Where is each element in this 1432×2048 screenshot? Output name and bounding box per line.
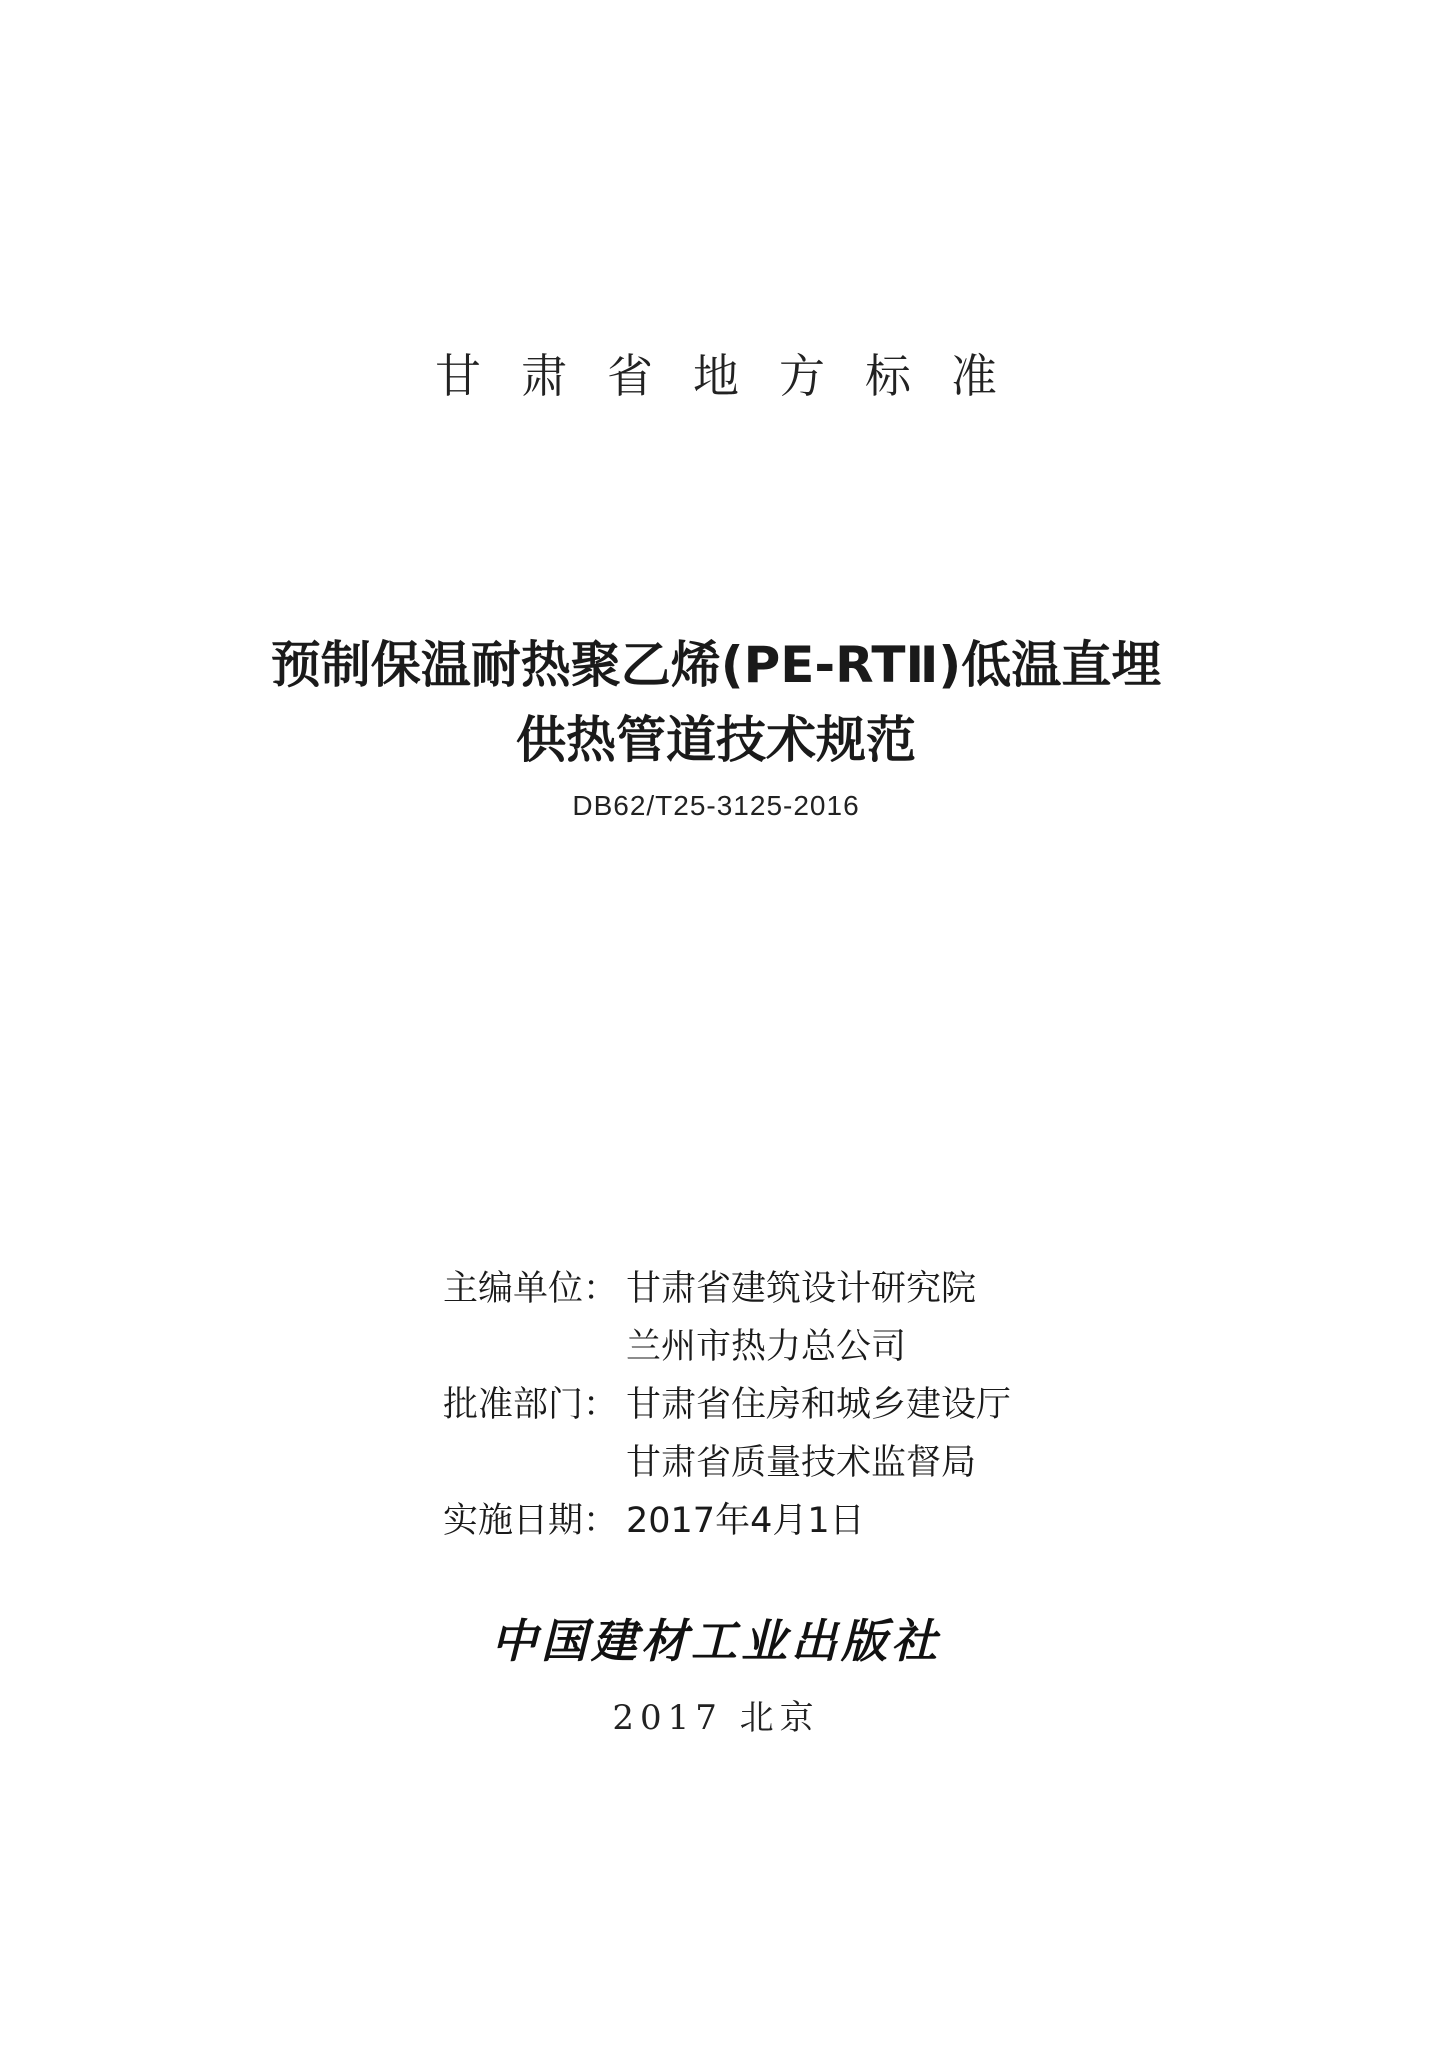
- effective-date-value: 2017年4月1日: [626, 1501, 865, 1541]
- approval-row-2: [443, 1434, 1243, 1492]
- chief-editor-unit-1: 甘肃省建筑设计研究院: [626, 1269, 977, 1309]
- approval-department-1: 甘肃省住房和城乡建设厅: [626, 1385, 1012, 1425]
- approval-label: 批准部门：: [443, 1385, 619, 1425]
- document-title-line-2: 供热管道技术规范: [516, 711, 916, 769]
- standard-type-heading: 甘肃省地方标准: [435, 349, 1037, 403]
- publication-place-year: 2017 北京: [612, 1698, 820, 1738]
- approval-row: [443, 1376, 1243, 1434]
- standard-code: DB62/T25-3125-2016: [572, 790, 860, 821]
- document-title-line-1: 预制保温耐热聚乙烯(PE-RTⅡ)低温直埋: [270, 636, 1162, 694]
- chief-editor-unit-2: 兰州市热力总公司: [626, 1327, 907, 1367]
- info-label-spacer: [443, 1318, 626, 1376]
- publication-info: [443, 1260, 1243, 1550]
- info-label-spacer: [443, 1434, 626, 1492]
- chief-editor-row: [443, 1260, 1243, 1318]
- effective-date-label: 实施日期：: [443, 1501, 619, 1541]
- chief-editor-label: 主编单位：: [443, 1269, 619, 1309]
- publisher-name: 中国建材工业出版社: [491, 1614, 941, 1668]
- chief-editor-row-2: [443, 1318, 1243, 1376]
- approval-department-2: 甘肃省质量技术监督局: [626, 1443, 977, 1483]
- effective-date-row: [443, 1492, 1243, 1550]
